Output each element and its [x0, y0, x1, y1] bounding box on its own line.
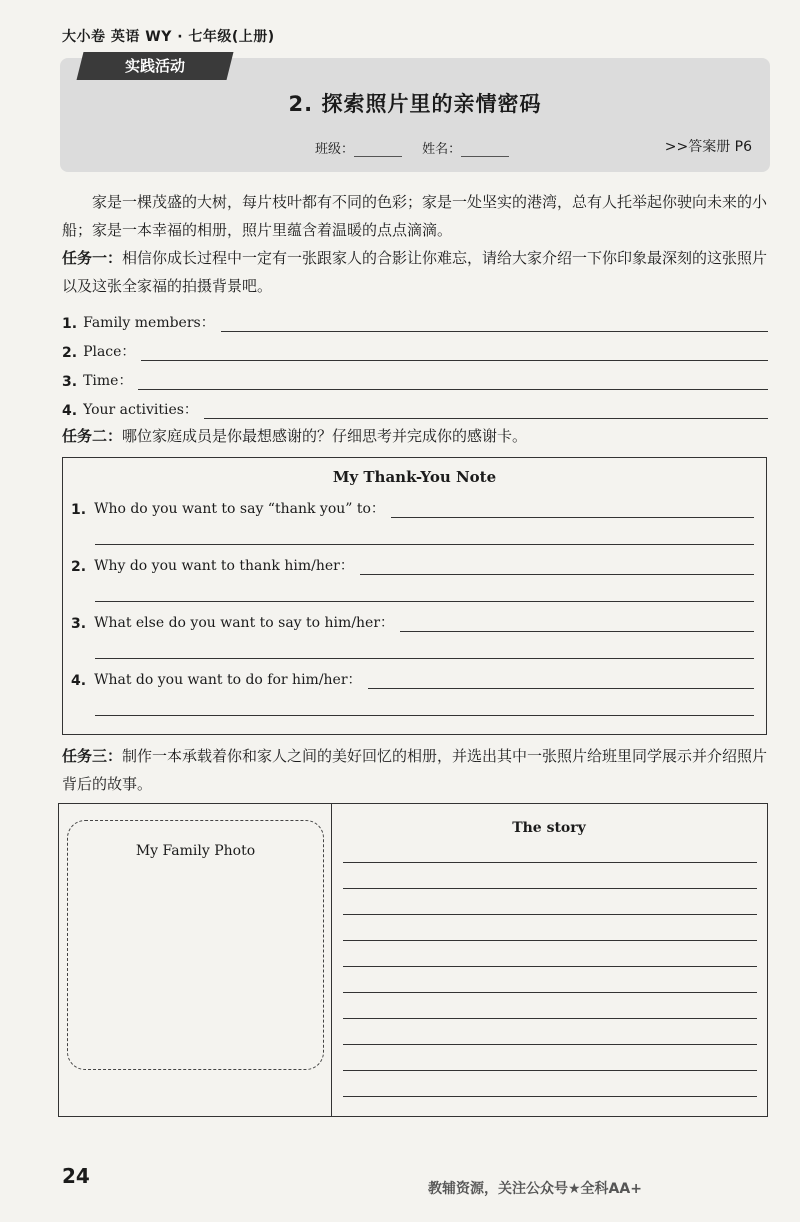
answer-line[interactable]	[138, 375, 768, 390]
story-line[interactable]	[343, 1018, 757, 1019]
story-line[interactable]	[343, 914, 757, 915]
story-line[interactable]	[343, 992, 757, 993]
question-text: Place：	[83, 344, 136, 360]
answer-line[interactable]	[400, 617, 754, 632]
task-one-question	[62, 341, 768, 361]
question-number: 3.	[71, 616, 87, 632]
question-number: 1.	[71, 502, 87, 518]
question-text: What else do you want to say to him/her：	[94, 615, 395, 631]
task-two-text: 哪位家庭成员是你最想感谢的？仔细思考并完成你的感谢卡。	[122, 427, 528, 445]
story-line[interactable]	[343, 966, 757, 967]
question-text: Time：	[83, 373, 133, 389]
answer-line[interactable]	[204, 404, 768, 419]
family-photo-label: My Family Photo	[135, 843, 256, 859]
question-number: 2.	[62, 345, 78, 361]
section-divider	[331, 804, 332, 1116]
activity-header	[60, 58, 770, 172]
task-three-label: 任务三：	[62, 747, 123, 765]
task-one-text: 相信你成长过程中一定有一张跟家人的合影让你难忘，请给大家介绍一下你印象最深刻的这张照片以及这张全家福的拍摄背景吧。	[62, 249, 768, 295]
task-one	[62, 244, 774, 300]
answer-line[interactable]	[221, 317, 768, 332]
thank-you-note-title: My Thank-You Note	[332, 468, 497, 486]
task-two	[62, 422, 774, 450]
story-line[interactable]	[343, 940, 757, 941]
question-text: Who do you want to say “thank you” to：	[94, 501, 385, 517]
thank-you-note	[62, 457, 767, 735]
class-label: 班级：	[315, 142, 355, 157]
question-text: Why do you want to thank him/her：	[94, 558, 354, 574]
question-text: What do you want to do for him/her：	[94, 672, 362, 688]
answer-reference: >>答案册 P6	[664, 139, 752, 155]
question-number: 3.	[62, 374, 78, 390]
story-line[interactable]	[343, 1096, 757, 1097]
class-blank[interactable]	[354, 156, 402, 157]
class-name-line	[315, 138, 509, 157]
question-number: 2.	[71, 559, 87, 575]
story-line[interactable]	[343, 1070, 757, 1071]
task-three-text: 制作一本承载着你和家人之间的美好回忆的相册，并选出其中一张照片给班里同学展示并介绍照片背后的故事。	[62, 747, 768, 793]
answer-line[interactable]	[95, 601, 754, 602]
answer-line[interactable]	[141, 346, 768, 361]
activity-tab	[77, 52, 234, 80]
question-number: 4.	[71, 673, 87, 689]
note-question	[71, 555, 754, 575]
question-text: Family members：	[83, 315, 215, 331]
task-one-label: 任务一：	[62, 249, 123, 267]
answer-line[interactable]	[95, 658, 754, 659]
task-one-question	[62, 399, 768, 419]
story-title: The story	[512, 820, 586, 836]
question-text: Your activities：	[83, 402, 198, 418]
task-three	[62, 742, 774, 798]
activity-tab-label: 实践活动	[124, 57, 185, 75]
task-two-label: 任务二：	[62, 427, 123, 445]
page-title: 2. 探索照片里的亲情密码	[288, 92, 542, 116]
intro-paragraph: 家是一棵茂盛的大树，每片枝叶都有不同的色彩；家是一处坚实的港湾，总有人托举起你驶向未来的小船；家是一本幸福的相册，照片里蕴含着温暖的点点滴滴。	[62, 193, 768, 239]
question-number: 1.	[62, 316, 78, 332]
answer-line[interactable]	[360, 560, 754, 575]
answer-line[interactable]	[368, 674, 754, 689]
name-label: 姓名：	[422, 142, 462, 157]
answer-line[interactable]	[391, 503, 754, 518]
family-photo-section	[58, 803, 768, 1117]
answer-line[interactable]	[95, 544, 754, 545]
note-question	[71, 669, 754, 689]
story-line[interactable]	[343, 888, 757, 889]
watermark-text: 教辅资源，关注公众号★全科AA+	[428, 1181, 642, 1197]
note-question	[71, 612, 754, 632]
answer-line[interactable]	[95, 715, 754, 716]
task-one-question	[62, 370, 768, 390]
story-line[interactable]	[343, 862, 757, 863]
story-line[interactable]	[343, 1044, 757, 1045]
page-number: 24	[62, 1164, 90, 1188]
family-photo-frame[interactable]	[67, 820, 324, 1070]
note-question	[71, 498, 754, 518]
question-number: 4.	[62, 403, 78, 419]
name-blank[interactable]	[461, 156, 509, 157]
running-head: 大小卷 英语 WY · 七年级(上册)	[62, 29, 275, 45]
task-one-question	[62, 312, 768, 332]
